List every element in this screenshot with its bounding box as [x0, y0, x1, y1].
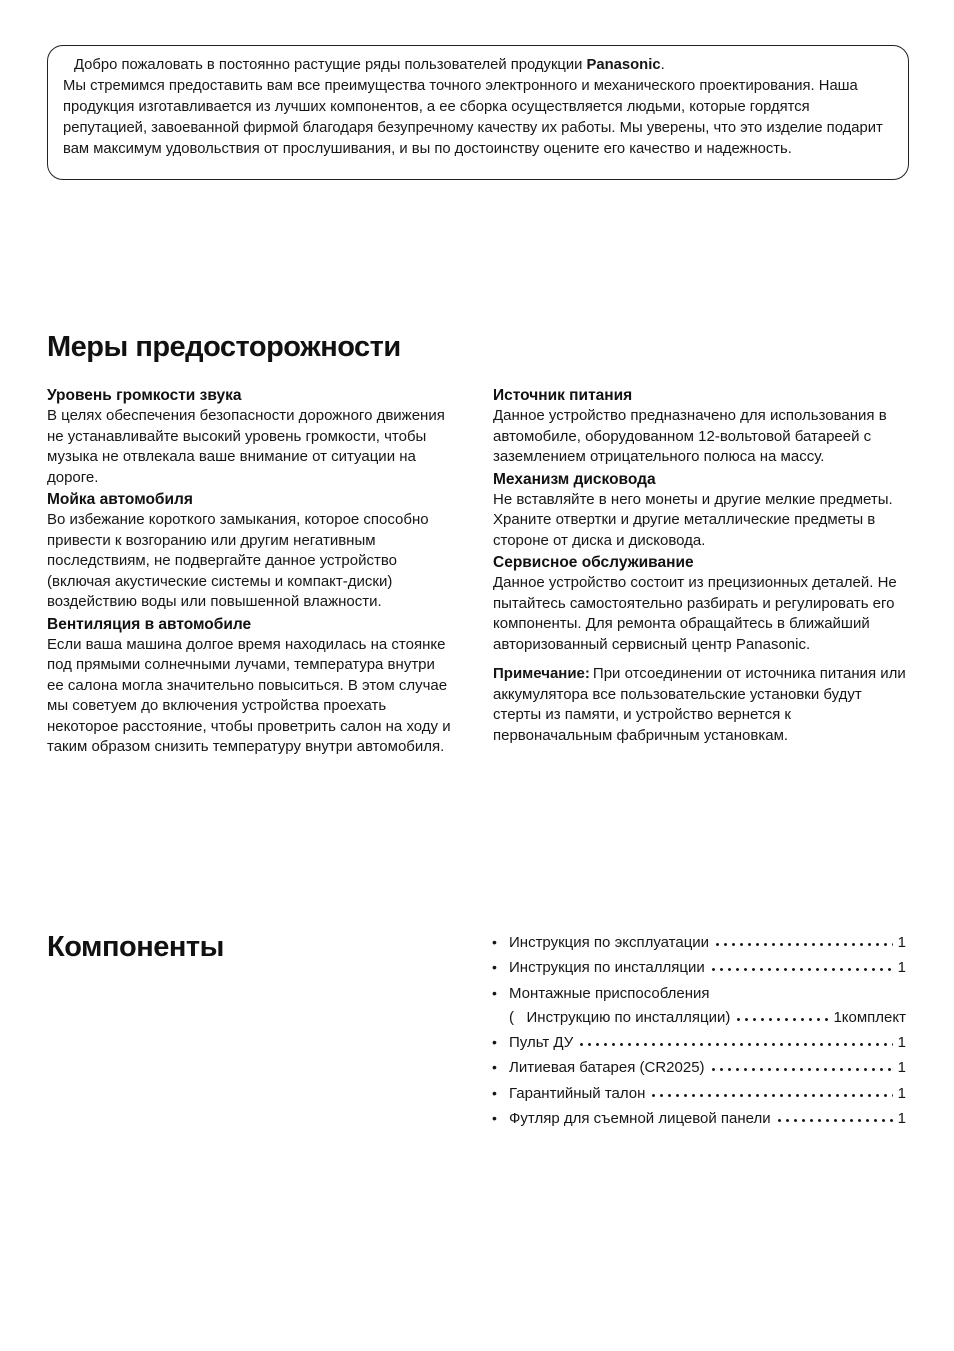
component-label: Футляр для съемной лицевой панели	[509, 1110, 771, 1128]
subsection-heading: Уровень громкости звука	[47, 387, 242, 404]
bullet-icon: •	[492, 1110, 497, 1127]
subsection-car-washing	[47, 490, 453, 613]
component-count: 1	[897, 1110, 906, 1128]
subsection-volume-level	[47, 386, 453, 488]
bullet-icon: •	[492, 934, 497, 950]
subsection-heading: Мойка автомобиля	[47, 491, 193, 508]
welcome-intro-line	[63, 55, 893, 76]
subsection-heading: Источник питания	[493, 387, 633, 404]
subsection-service	[493, 553, 913, 655]
dotted-leader	[737, 1018, 828, 1021]
component-label: Инструкция по эксплуатации	[509, 934, 710, 951]
subsection-heading: Вентиляция в автомобиле	[47, 615, 252, 633]
dotted-leader	[580, 1043, 892, 1046]
component-count: 1	[897, 959, 906, 977]
component-count: 1	[897, 1059, 906, 1077]
component-count: 1	[897, 1084, 906, 1102]
subsection-body: Не вставляйте в него монеты и другие мелкие предметы. Храните отвертки и другие металлические предметы в стороне от диска и дисковода.	[493, 490, 893, 549]
subsection-heading: Сервисное обслуживание	[493, 554, 694, 571]
component-item-installation-instructions	[492, 955, 906, 980]
component-label: Литиевая батарея (CR2025)	[509, 1059, 705, 1077]
component-item-faceplate-case	[492, 1106, 906, 1131]
bullet-icon: •	[492, 959, 497, 976]
bullet-icon: •	[492, 984, 497, 1001]
component-item-mounting-hardware	[492, 981, 906, 1006]
component-item-lithium-battery	[492, 1055, 906, 1080]
component-label: Пульт ДУ	[509, 1034, 574, 1052]
bullet-icon: •	[492, 1059, 497, 1076]
component-count: 1	[897, 934, 906, 951]
subsection-body: Если ваша машина долгое время находилась на стоянке под прямыми солнечными лучами, температура внутри ее салона могла значительно повыситься. В этом случае мы советуем до включения устройства проехать некоторое расстояние, чтобы проветрить салон на ходу и таким образом снизить температуру внутри автомобиля.	[47, 635, 451, 755]
component-label: Монтажные приспособления	[509, 984, 710, 1002]
subsection-power-source	[493, 386, 913, 468]
component-subitem-mounting-hardware	[492, 1006, 906, 1030]
subsection-disc-mechanism	[493, 470, 913, 552]
welcome-box	[47, 45, 909, 180]
subsection-body: В целях обеспечения безопасности дорожного движения не устанавливайте высокий уровень громкости, чтобы музыка не отвлекала ваше внимание от ситуации на дороге.	[47, 407, 445, 486]
dotted-leader	[716, 943, 893, 946]
component-count: 1комплект	[833, 1008, 906, 1026]
subsection-heading: Механизм дисковода	[493, 470, 656, 488]
note-paragraph	[493, 664, 913, 746]
welcome-intro-prefix: Добро пожаловать в постоянно растущие ряды пользователей продукции	[74, 57, 587, 73]
bullet-icon: •	[492, 1034, 497, 1051]
component-count: 1	[897, 1034, 906, 1052]
component-sublabel: ( Инструкцию по инсталляции)	[509, 1008, 731, 1026]
dotted-leader	[712, 968, 893, 971]
note-label: Примечание:	[493, 665, 590, 682]
dotted-leader	[652, 1094, 892, 1097]
welcome-intro-suffix: .	[660, 57, 665, 73]
precautions-title: Меры предосторожности	[47, 331, 401, 363]
note-text: При отсоединении от источника питания или аккумулятора все пользовательские установки будут стерты из памяти, и устройство вернется к первоначальным фабричным установкам.	[493, 665, 906, 744]
subsection-body: Данное устройство состоит из прецизионных деталей. Не пытайтесь самостоятельно разбирать и регулировать его компоненты. Для ремонта обращайтесь в ближайший авторизованный сервисный центр Panasonic.	[493, 574, 897, 653]
subsection-body: Во избежание короткого замыкания, которое способно привести к возгоранию или другим негативным последствиям, не подвергайте данное устройство (включая акустические системы и компакт-диски) воздействию воды или повышенной влажности.	[47, 511, 429, 610]
welcome-body-text: Мы стремимся предоставить вам все преимущества точного электронного и механического проектирования. Наша продукция изготавливается из лучших компонентов, а ее сборка осуществляется людьми, которые гордятся репутацией, завоеванной фирмой благодаря безупречному качеству их работы. Мы уверены, что это изделие подарит вам максимум удовольствия от прослушивания, и вы по достоинству оцените его качество и надежность.	[63, 78, 883, 157]
components-list	[492, 930, 906, 1131]
component-label: Гарантийный талон	[509, 1084, 646, 1102]
component-label: Инструкция по инсталляции	[509, 959, 705, 977]
component-item-warranty-card	[492, 1081, 906, 1106]
subsection-body: Данное устройство предназначено для использования в автомобиле, оборудованном 12-вольтовой батареей с заземлением отрицательного полюса на массу.	[493, 407, 887, 465]
precautions-left-column	[47, 386, 453, 758]
dotted-leader	[778, 1119, 893, 1122]
component-item-operating-instructions	[492, 930, 906, 955]
subsection-car-ventilation	[47, 615, 453, 758]
precautions-right-column	[493, 386, 913, 746]
dotted-leader	[712, 1068, 893, 1071]
bullet-icon: •	[492, 1084, 497, 1101]
brand-name: Panasonic	[586, 57, 661, 73]
component-item-remote-control	[492, 1030, 906, 1055]
components-title: Компоненты	[47, 931, 224, 963]
